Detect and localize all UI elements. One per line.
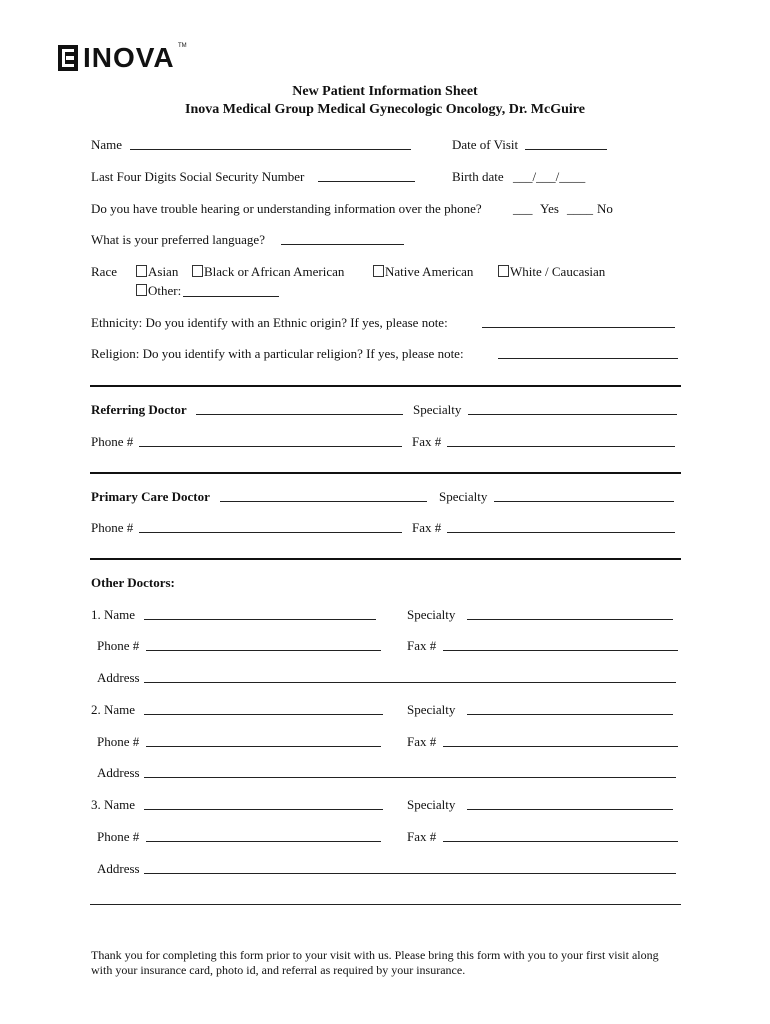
checkbox-icon [498, 265, 509, 277]
referring-specialty-field[interactable] [468, 414, 677, 415]
other-doctor-address-field[interactable] [144, 682, 676, 683]
other-doctor-specialty-field[interactable] [467, 619, 673, 620]
race-option-label: Asian [148, 264, 179, 279]
hearing-yes-label: Yes [540, 201, 559, 216]
language-question: What is your preferred language? [91, 232, 265, 247]
other-doctor-specialty-label: Specialty [407, 607, 456, 622]
referring-doctor-label: Referring Doctor [91, 402, 187, 417]
other-doctor-address-label: Address [97, 861, 140, 876]
other-doctor-phone-label: Phone # [97, 829, 140, 844]
other-doctor-phone-field[interactable] [146, 841, 381, 842]
religion-question: Religion: Do you identify with a particular religion? If yes, please note: [91, 346, 464, 361]
other-doctor-name-field[interactable] [144, 619, 376, 620]
referring-doctor-field[interactable] [196, 414, 403, 415]
referring-fax-label: Fax # [412, 434, 442, 449]
birth-date-field[interactable]: ___/___/____ [513, 169, 586, 184]
bottom-divider [90, 904, 681, 905]
other-doctor-address-label: Address [97, 670, 140, 685]
other-doctor-name-field[interactable] [144, 809, 383, 810]
other-doctor-phone-label: Phone # [97, 734, 140, 749]
checkbox-icon [192, 265, 203, 277]
other-doctor-specialty-field[interactable] [467, 714, 673, 715]
race-option-label: Native American [385, 264, 474, 279]
primary-care-label: Primary Care Doctor [91, 489, 210, 504]
section-divider [90, 558, 681, 560]
race-option-label: White / Caucasian [510, 264, 606, 279]
other-doctor-fax-label: Fax # [407, 638, 437, 653]
primary-care-field[interactable] [220, 501, 427, 502]
other-doctor-address-field[interactable] [144, 777, 676, 778]
date-of-visit-field[interactable] [525, 149, 607, 150]
other-doctor-fax-label: Fax # [407, 829, 437, 844]
hearing-question: Do you have trouble hearing or understanding information over the phone? [91, 201, 482, 216]
race-option-other[interactable] [136, 283, 181, 299]
section-divider [90, 385, 681, 387]
logo-text: INOVA [83, 42, 175, 73]
language-field[interactable] [281, 244, 404, 245]
other-doctor-specialty-label: Specialty [407, 702, 456, 717]
race-option-label: Other: [148, 283, 182, 298]
other-doctor-fax-field[interactable] [443, 746, 678, 747]
hearing-yes-field[interactable]: ___ [513, 201, 533, 216]
other-doctor-address-label: Address [97, 765, 140, 780]
race-option-native[interactable] [373, 264, 473, 280]
other-doctor-specialty-label: Specialty [407, 797, 456, 812]
form-subtitle: Inova Medical Group Medical Gynecologic Oncology, Dr. McGuire [185, 102, 585, 117]
date-of-visit-label: Date of Visit [452, 137, 519, 152]
race-other-field[interactable] [183, 296, 279, 297]
inova-logo-icon [58, 45, 78, 71]
name-field[interactable] [130, 149, 411, 150]
trademark-mark: TM [178, 43, 187, 49]
form-title: New Patient Information Sheet [292, 84, 478, 99]
other-doctor-phone-field[interactable] [146, 746, 381, 747]
other-doctors-heading: Other Doctors: [91, 575, 175, 590]
checkbox-icon [373, 265, 384, 277]
primary-fax-field[interactable] [447, 532, 675, 533]
other-doctor-phone-field[interactable] [146, 650, 381, 651]
checkbox-icon [136, 265, 147, 277]
race-label: Race [91, 264, 117, 279]
inova-logo [58, 43, 175, 73]
footer-note: Thank you for completing this form prior to your visit with us. Please bring this form with you to your first visit along with your insurance card, photo id, and referral as required by your insurance. [91, 948, 659, 977]
checkbox-icon [136, 284, 147, 296]
other-doctor-address-field[interactable] [144, 873, 676, 874]
race-option-label: Black or African American [204, 264, 345, 279]
ethnicity-field[interactable] [482, 327, 675, 328]
hearing-no-label: No [597, 201, 613, 216]
birth-date-label: Birth date [452, 169, 504, 184]
ssn-label: Last Four Digits Social Security Number [91, 169, 305, 184]
primary-phone-field[interactable] [139, 532, 402, 533]
other-doctor-phone-label: Phone # [97, 638, 140, 653]
referring-phone-label: Phone # [91, 434, 134, 449]
primary-specialty-label: Specialty [439, 489, 488, 504]
ssn-field[interactable] [318, 181, 415, 182]
ethnicity-question: Ethnicity: Do you identify with an Ethnic origin? If yes, please note: [91, 315, 448, 330]
section-divider [90, 472, 681, 474]
other-doctor-specialty-field[interactable] [467, 809, 673, 810]
other-doctor-fax-label: Fax # [407, 734, 437, 749]
name-label: Name [91, 137, 123, 152]
other-doctor-fax-field[interactable] [443, 650, 678, 651]
primary-fax-label: Fax # [412, 520, 442, 535]
other-doctor-name-label: 2. Name [91, 702, 136, 717]
religion-field[interactable] [498, 358, 678, 359]
hearing-no-field[interactable]: ____ [567, 201, 593, 216]
other-doctor-name-label: 3. Name [91, 797, 136, 812]
primary-phone-label: Phone # [91, 520, 134, 535]
referring-fax-field[interactable] [447, 446, 675, 447]
other-doctor-name-label: 1. Name [91, 607, 136, 622]
race-option-black[interactable] [192, 264, 344, 280]
other-doctor-name-field[interactable] [144, 714, 383, 715]
other-doctor-fax-field[interactable] [443, 841, 678, 842]
race-option-white[interactable] [498, 264, 605, 280]
referring-phone-field[interactable] [139, 446, 402, 447]
primary-specialty-field[interactable] [494, 501, 674, 502]
referring-specialty-label: Specialty [413, 402, 462, 417]
race-option-asian[interactable] [136, 264, 178, 280]
